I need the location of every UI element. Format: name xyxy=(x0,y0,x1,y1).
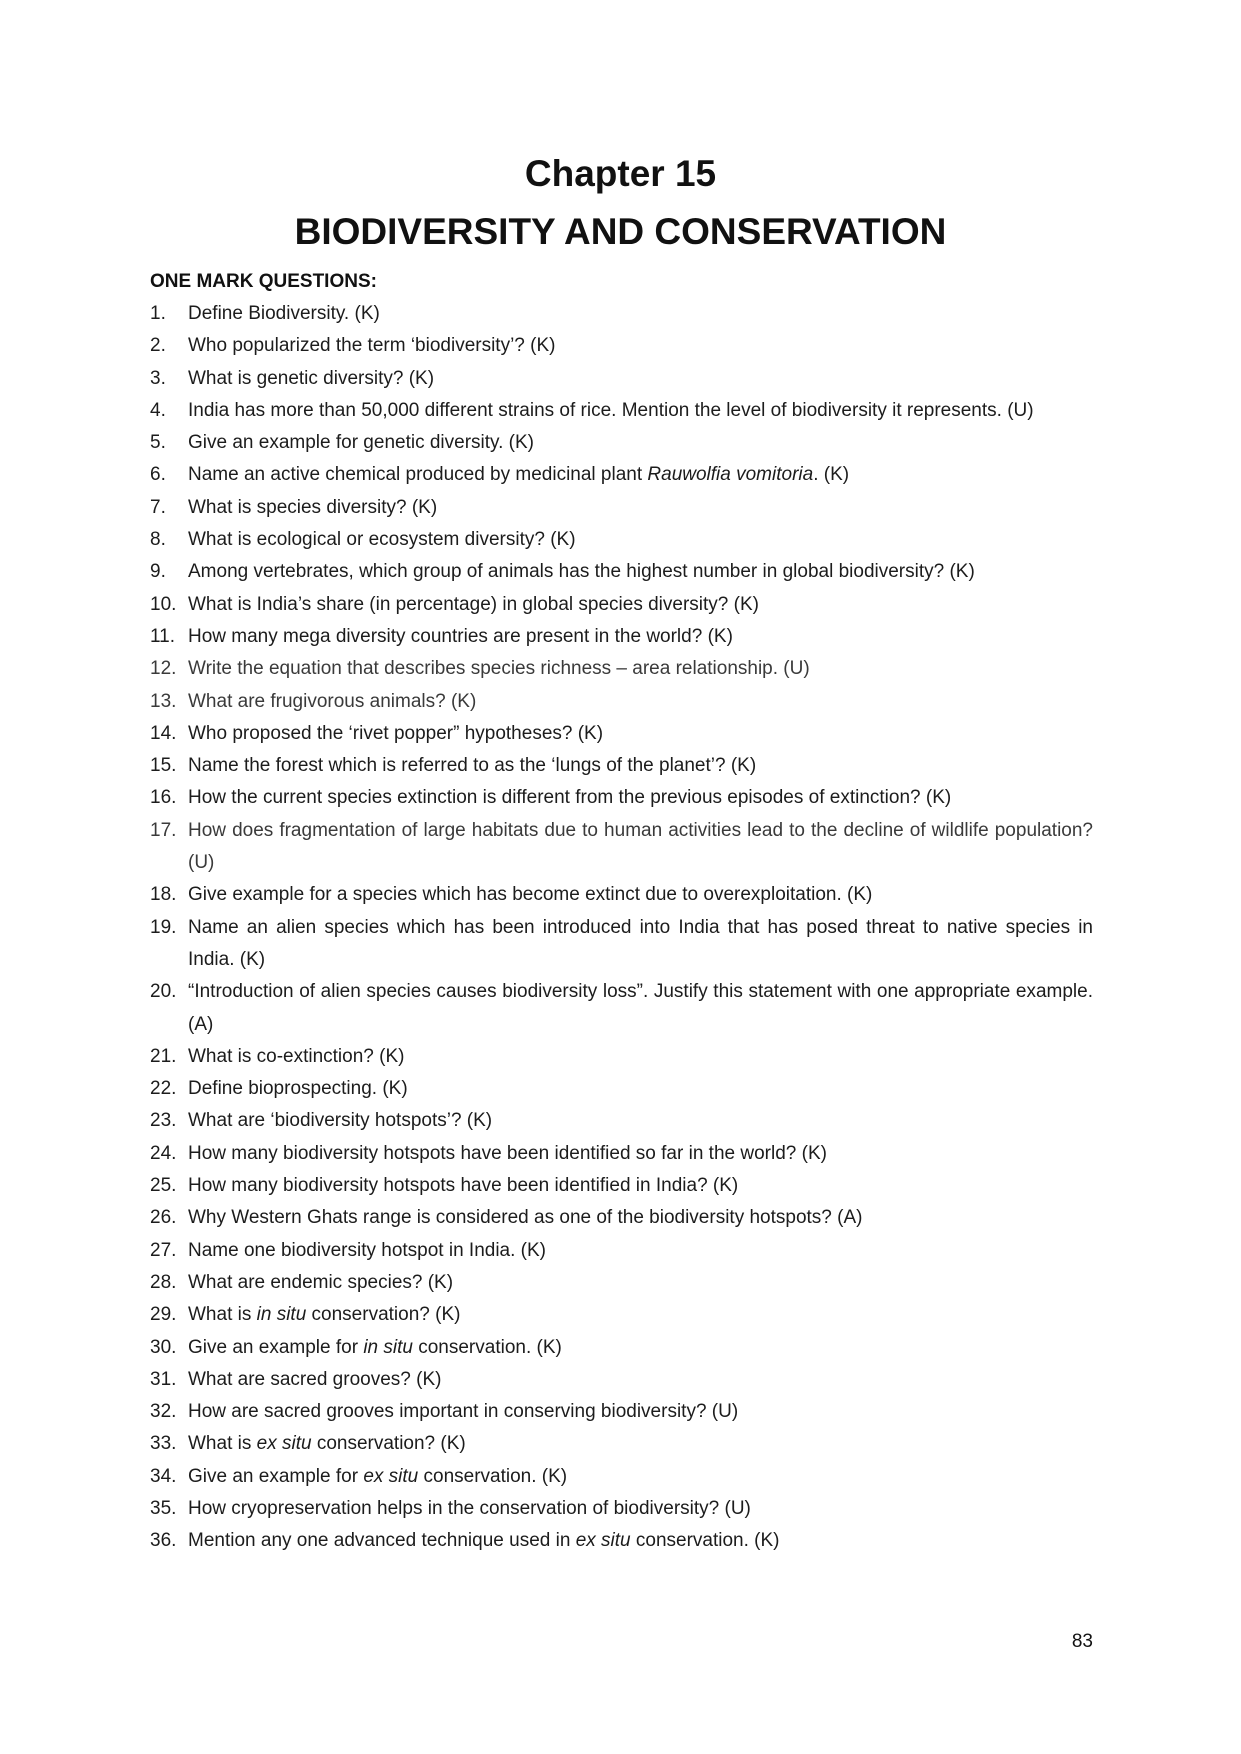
question-text-after: conservation. (K) xyxy=(418,1465,568,1487)
question-text: What is genetic diversity? (K) xyxy=(188,367,435,389)
question-text-before: What is xyxy=(188,1433,257,1455)
question-text: What are frugivorous animals? (K) xyxy=(188,690,477,712)
question-text: How cryopreservation helps in the conservation of biodiversity? (U) xyxy=(188,1497,751,1519)
question-item xyxy=(150,1202,1093,1234)
question-text-before: Give an example for xyxy=(188,1336,364,1358)
question-number: 10. xyxy=(150,593,177,615)
question-text xyxy=(188,1466,567,1487)
question-item xyxy=(150,363,1093,395)
question-number: 28. xyxy=(150,1271,177,1293)
question-item xyxy=(150,1493,1093,1525)
question-item xyxy=(150,1428,1093,1460)
question-number: 32. xyxy=(150,1401,177,1423)
chapter-title: Chapter 15 xyxy=(524,153,717,194)
question-item xyxy=(150,298,1093,330)
question-list xyxy=(150,298,1093,1558)
question-number: 16. xyxy=(150,787,177,809)
question-text-italic: ex situ xyxy=(575,1530,631,1552)
question-number: 2. xyxy=(150,335,166,357)
question-number: 17. xyxy=(150,819,177,841)
question-text: Give an example for genetic diversity. (K) xyxy=(188,432,535,454)
question-number: 15. xyxy=(150,755,177,777)
question-number: 24. xyxy=(150,1142,177,1164)
question-number: 13. xyxy=(150,690,177,712)
question-number: 36. xyxy=(150,1530,177,1552)
question-number: 33. xyxy=(150,1433,177,1455)
question-text: Who popularized the term ‘biodiversity’? (K) xyxy=(188,335,556,357)
question-number: 30. xyxy=(150,1336,177,1358)
question-text: What are endemic species? (K) xyxy=(188,1271,454,1293)
question-text: How many biodiversity hotspots have been identified so far in the world? (K) xyxy=(188,1142,827,1164)
question-text-italic: ex situ xyxy=(256,1433,312,1455)
question-item xyxy=(150,330,1093,362)
question-text: Give example for a species which has become extinct due to overexploitation. (K) xyxy=(188,884,873,906)
question-text-before: What is xyxy=(188,1304,257,1326)
question-number: 7. xyxy=(150,496,166,518)
question-text: Who proposed the ‘rivet popper” hypotheses? (K) xyxy=(188,722,604,744)
question-text: India has more than 50,000 different strains of rice. Mention the level of biodiversity it represents. (U) xyxy=(188,399,1034,421)
question-number: 4. xyxy=(150,399,166,421)
question-number: 6. xyxy=(150,464,166,486)
question-item xyxy=(150,427,1093,459)
question-item xyxy=(150,1364,1093,1396)
question-number: 25. xyxy=(150,1175,177,1197)
question-text-after: conservation? (K) xyxy=(306,1304,461,1326)
page-number: 83 xyxy=(1071,1631,1093,1652)
question-item xyxy=(150,1138,1093,1170)
question-number: 11. xyxy=(150,625,176,647)
question-text: “Introduction of alien species causes biodiversity loss”. Justify this statement with one appropriate example. (A) xyxy=(188,981,1093,1035)
section-heading: ONE MARK QUESTIONS: xyxy=(150,271,377,292)
question-text: Name an alien species which has been introduced into India that has posed threat to native species in India. (K) xyxy=(188,916,1093,970)
question-text: Name one biodiversity hotspot in India. (K) xyxy=(188,1239,547,1261)
question-number: 26. xyxy=(150,1207,177,1229)
question-item xyxy=(150,976,1093,1041)
question-number: 18. xyxy=(150,884,177,906)
question-number: 29. xyxy=(150,1304,177,1326)
question-item xyxy=(150,1073,1093,1105)
question-text: How many biodiversity hotspots have been identified in India? (K) xyxy=(188,1175,739,1197)
question-text: How many mega diversity countries are present in the world? (K) xyxy=(188,625,733,647)
question-text-before: Give an example for xyxy=(188,1465,364,1487)
question-number: 1. xyxy=(150,303,166,324)
question-number: 19. xyxy=(150,916,177,938)
question-text: What are sacred grooves? (K) xyxy=(188,1368,442,1390)
question-number: 14. xyxy=(150,722,177,744)
question-item xyxy=(150,912,1093,977)
question-item xyxy=(150,815,1093,880)
chapter-subtitle: BIODIVERSITY AND CONSERVATION xyxy=(294,211,947,252)
question-text: Write the equation that describes species richness – area relationship. (U) xyxy=(188,658,810,680)
question-text-italic: ex situ xyxy=(363,1465,419,1487)
question-item xyxy=(150,879,1093,911)
question-item xyxy=(150,782,1093,814)
question-text-before: Name an active chemical produced by medicinal plant xyxy=(188,464,648,486)
question-item xyxy=(150,718,1093,750)
question-text: How the current species extinction is different from the previous episodes of extinction? (K) xyxy=(188,787,952,809)
question-number: 34. xyxy=(150,1465,177,1487)
question-item xyxy=(150,1525,1093,1557)
question-item xyxy=(150,653,1093,685)
question-text-before: Mention any one advanced technique used in xyxy=(188,1530,576,1552)
question-item xyxy=(150,686,1093,718)
question-item xyxy=(150,1461,1093,1493)
question-text xyxy=(188,1530,780,1551)
question-text: What is ecological or ecosystem diversity? (K) xyxy=(188,529,576,551)
question-number: 12. xyxy=(150,658,177,680)
question-text-italic: Rauwolfia vomitoria xyxy=(647,464,814,486)
question-number: 5. xyxy=(150,432,166,454)
question-number: 23. xyxy=(150,1110,177,1132)
question-text: Define Biodiversity. (K) xyxy=(188,303,380,324)
question-item xyxy=(150,1267,1093,1299)
question-text: Name the forest which is referred to as the ‘lungs of the planet’? (K) xyxy=(188,755,757,777)
question-item xyxy=(150,524,1093,556)
question-item xyxy=(150,492,1093,524)
question-number: 8. xyxy=(150,529,166,551)
question-text: What is co-extinction? (K) xyxy=(188,1045,405,1067)
question-number: 22. xyxy=(150,1078,177,1100)
question-text: What is species diversity? (K) xyxy=(188,496,438,518)
question-text-italic: in situ xyxy=(363,1336,413,1358)
question-text-after: conservation. (K) xyxy=(412,1336,562,1358)
question-item xyxy=(150,1105,1093,1137)
question-number: 20. xyxy=(150,981,177,1003)
question-item xyxy=(150,1235,1093,1267)
question-item xyxy=(150,1332,1093,1364)
question-item xyxy=(150,621,1093,653)
question-text-after: conservation. (K) xyxy=(630,1530,780,1552)
question-number: 21. xyxy=(150,1045,177,1067)
question-item xyxy=(150,459,1093,491)
question-text xyxy=(188,464,849,485)
question-text xyxy=(188,1304,460,1325)
question-item xyxy=(150,395,1093,427)
question-number: 27. xyxy=(150,1239,177,1261)
question-item xyxy=(150,1396,1093,1428)
question-text: Define bioprospecting. (K) xyxy=(188,1078,408,1100)
question-item xyxy=(150,750,1093,782)
question-number: 35. xyxy=(150,1497,177,1519)
question-item xyxy=(150,1299,1093,1331)
question-text-italic: in situ xyxy=(256,1304,307,1326)
question-text: Why Western Ghats range is considered as one of the biodiversity hotspots? (A) xyxy=(188,1207,863,1229)
question-number: 31. xyxy=(150,1368,177,1390)
question-number: 3. xyxy=(150,367,166,389)
question-item xyxy=(150,1041,1093,1073)
question-text-after: . (K) xyxy=(813,464,850,486)
question-text xyxy=(188,1337,562,1358)
question-text: What are ‘biodiversity hotspots’? (K) xyxy=(188,1110,493,1132)
question-text: How does fragmentation of large habitats due to human activities lead to the decline of wildlife population? (U) xyxy=(188,819,1093,874)
question-item xyxy=(150,1170,1093,1202)
question-text: Among vertebrates, which group of animals has the highest number in global biodiversity? (K) xyxy=(188,561,975,583)
question-text: What is India’s share (in percentage) in global species diversity? (K) xyxy=(188,593,759,615)
question-text xyxy=(188,1433,466,1454)
question-text: How are sacred grooves important in conserving biodiversity? (U) xyxy=(188,1401,739,1423)
question-number: 9. xyxy=(150,561,166,583)
question-item xyxy=(150,589,1093,621)
question-text-after: conservation? (K) xyxy=(311,1433,466,1455)
question-item xyxy=(150,556,1093,588)
